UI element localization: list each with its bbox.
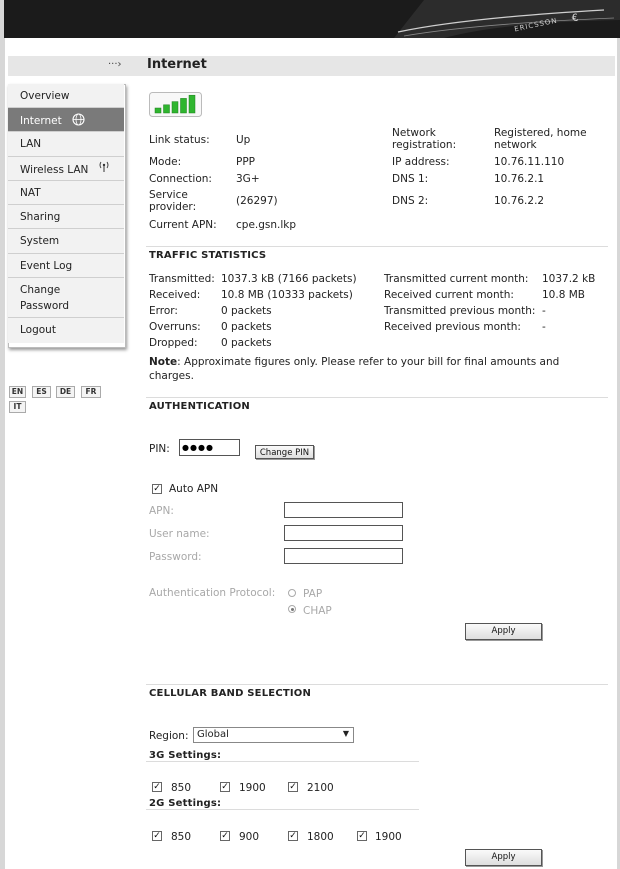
username-input[interactable] (284, 525, 403, 541)
dropped-label: Dropped: (149, 337, 198, 349)
note-label: Note (149, 356, 178, 368)
checkmark-icon: ✓ (153, 782, 161, 792)
sidebar-item-label: Change Password (20, 284, 70, 312)
received-label: Received: (149, 289, 201, 301)
link-status-value: Up (236, 134, 251, 146)
3g-band-850-label: 850 (171, 782, 192, 794)
page-title: Internet (147, 57, 207, 72)
dns2-label: DNS 2: (392, 195, 429, 207)
section-divider (146, 397, 608, 398)
lang-button-it[interactable]: IT (9, 401, 26, 413)
3g-band-850-checkbox[interactable] (152, 782, 162, 792)
lang-button-fr[interactable]: FR (81, 386, 101, 398)
wifi-antenna-icon (98, 160, 110, 172)
checkmark-icon: ✓ (153, 831, 161, 841)
sidebar-item-label: Logout (20, 324, 56, 336)
rx-current-month-label: Received current month: (384, 289, 514, 301)
signal-bar (189, 95, 195, 113)
checkmark-icon: ✓ (289, 782, 297, 792)
current-apn-label: Current APN: (149, 219, 217, 231)
password-input[interactable] (284, 548, 403, 564)
sidebar-item-label: Sharing (20, 211, 61, 223)
current-apn-value: cpe.gsn.lkp (236, 219, 297, 231)
2g-band-1900-checkbox[interactable] (357, 831, 367, 841)
transmitted-label: Transmitted: (149, 273, 215, 285)
3g-settings-label: 3G Settings: (149, 750, 222, 761)
dns1-value: 10.76.2.1 (494, 173, 545, 185)
sidebar-item-label: Event Log (20, 260, 73, 272)
connection-value: 3G+ (236, 173, 260, 185)
tx-current-month-label: Transmitted current month: (384, 273, 529, 285)
rx-current-month-value: 10.8 MB (542, 289, 585, 301)
network-registration-label: Network registration: (392, 127, 457, 151)
2g-band-1900-label: 1900 (375, 831, 402, 843)
page-title-bar (8, 56, 615, 76)
signal-bar (172, 102, 178, 113)
rx-previous-month-label: Received previous month: (384, 321, 521, 333)
connection-label: Connection: (149, 173, 212, 185)
region-label: Region: (149, 730, 189, 742)
ericsson-logo-mark: € (570, 12, 580, 25)
pin-label: PIN: (149, 443, 170, 455)
sidebar-item-label: LAN (20, 138, 42, 150)
authentication-heading: AUTHENTICATION (149, 401, 250, 412)
error-value: 0 packets (221, 305, 272, 317)
overruns-label: Overruns: (149, 321, 201, 333)
error-label: Error: (149, 305, 178, 317)
service-provider-label: Service provider: (149, 189, 197, 213)
checkmark-icon: ✓ (221, 831, 229, 841)
2g-band-1800-checkbox[interactable] (288, 831, 298, 841)
sidebar-item-logout[interactable] (8, 318, 124, 343)
auto-apn-label: Auto APN (169, 483, 219, 495)
signal-bar (155, 108, 161, 113)
username-label: User name: (149, 528, 210, 540)
apn-label: APN: (149, 505, 174, 517)
sidebar-item-wireless-lan[interactable] (8, 157, 124, 181)
signal-bar (164, 105, 170, 113)
ericsson-logo-text: ERICSSON (513, 16, 559, 34)
traffic-note (149, 355, 589, 383)
sidebar-item-system[interactable] (8, 229, 124, 254)
tx-previous-month-value: - (542, 305, 546, 317)
checkmark-icon: ✓ (153, 484, 161, 494)
globe-icon (72, 113, 85, 126)
2g-band-900-checkbox[interactable] (220, 831, 230, 841)
sidebar-item-label: Wireless LAN (20, 164, 89, 176)
checkmark-icon: ✓ (358, 831, 366, 841)
sidebar-item-lan[interactable] (8, 132, 124, 157)
2g-band-900-label: 900 (239, 831, 260, 843)
traffic-statistics-heading: TRAFFIC STATISTICS (149, 250, 267, 261)
checkmark-icon: ✓ (289, 831, 297, 841)
header-banner (4, 0, 620, 38)
signal-strength-icon (149, 92, 203, 118)
chap-radio[interactable] (288, 605, 296, 613)
region-select[interactable] (193, 727, 354, 743)
sidebar-item-sharing[interactable] (8, 205, 124, 229)
3g-band-2100-label: 2100 (307, 782, 334, 794)
subsection-divider (146, 761, 419, 762)
breadcrumb-arrow-icon: ···› (108, 59, 122, 70)
mode-label: Mode: (149, 156, 182, 168)
sidebar-item-overview[interactable] (8, 84, 124, 108)
sidebar-item-internet[interactable] (8, 108, 124, 132)
pin-input[interactable] (179, 439, 240, 456)
change-pin-button[interactable]: Change PIN (255, 445, 314, 459)
sidebar-item-label: Internet (20, 115, 62, 127)
chevron-down-icon: ▼ (342, 729, 349, 738)
cellular-band-heading: CELLULAR BAND SELECTION (149, 688, 312, 699)
service-provider-value: (26297) (236, 195, 278, 207)
note-text: : Approximate figures only. Please refer to your bill for final amounts and charges. (149, 356, 560, 382)
header-swoosh (384, 0, 620, 38)
sidebar-item-change-password[interactable] (8, 278, 124, 318)
ip-address-label: IP address: (392, 156, 450, 168)
network-registration-value: Registered, home network (494, 127, 587, 151)
dropped-value: 0 packets (221, 337, 272, 349)
section-divider (146, 684, 608, 685)
dns2-value: 10.76.2.2 (494, 195, 545, 207)
ip-address-value: 10.76.11.110 (494, 156, 565, 168)
auth-protocol-label: Authentication Protocol: (149, 587, 276, 599)
2g-band-850-label: 850 (171, 831, 192, 843)
band-apply-button[interactable]: Apply (465, 849, 542, 866)
window-left-border (0, 0, 5, 869)
dns1-label: DNS 1: (392, 173, 429, 185)
sidebar-item-label: System (20, 235, 60, 247)
sidebar-item-nat[interactable] (8, 181, 124, 205)
3g-band-2100-checkbox[interactable] (288, 782, 298, 792)
tx-previous-month-label: Transmitted previous month: (384, 305, 536, 317)
password-label: Password: (149, 551, 202, 563)
lang-button-en[interactable]: EN (9, 386, 26, 398)
lang-button-es[interactable]: ES (32, 386, 51, 398)
section-divider (146, 246, 608, 247)
sidebar-item-event-log[interactable] (8, 254, 124, 278)
auto-apn-checkbox[interactable] (152, 484, 162, 494)
transmitted-value: 1037.3 kB (7166 packets) (221, 273, 357, 285)
2g-settings-label: 2G Settings: (149, 798, 222, 809)
3g-band-1900-checkbox[interactable] (220, 782, 230, 792)
pap-radio[interactable] (288, 589, 296, 597)
apn-input[interactable] (284, 502, 403, 518)
region-select-value: Global (197, 729, 229, 740)
link-status-label: Link status: (149, 134, 210, 146)
2g-band-1800-label: 1800 (307, 831, 334, 843)
chap-label: CHAP (303, 605, 332, 617)
sidebar-item-label: Overview (20, 90, 70, 102)
sidebar-nav (8, 84, 124, 343)
checkmark-icon: ✓ (221, 782, 229, 792)
tx-current-month-value: 1037.2 kB (542, 273, 596, 285)
signal-bar (181, 98, 187, 113)
auth-apply-button[interactable]: Apply (465, 623, 542, 640)
subsection-divider (146, 809, 419, 810)
lang-button-de[interactable]: DE (56, 386, 75, 398)
sidebar-item-label: NAT (20, 187, 41, 199)
3g-band-1900-label: 1900 (239, 782, 266, 794)
rx-previous-month-value: - (542, 321, 546, 333)
mode-value: PPP (236, 156, 255, 168)
received-value: 10.8 MB (10333 packets) (221, 289, 353, 301)
pap-label: PAP (303, 588, 323, 600)
overruns-value: 0 packets (221, 321, 272, 333)
2g-band-850-checkbox[interactable] (152, 831, 162, 841)
